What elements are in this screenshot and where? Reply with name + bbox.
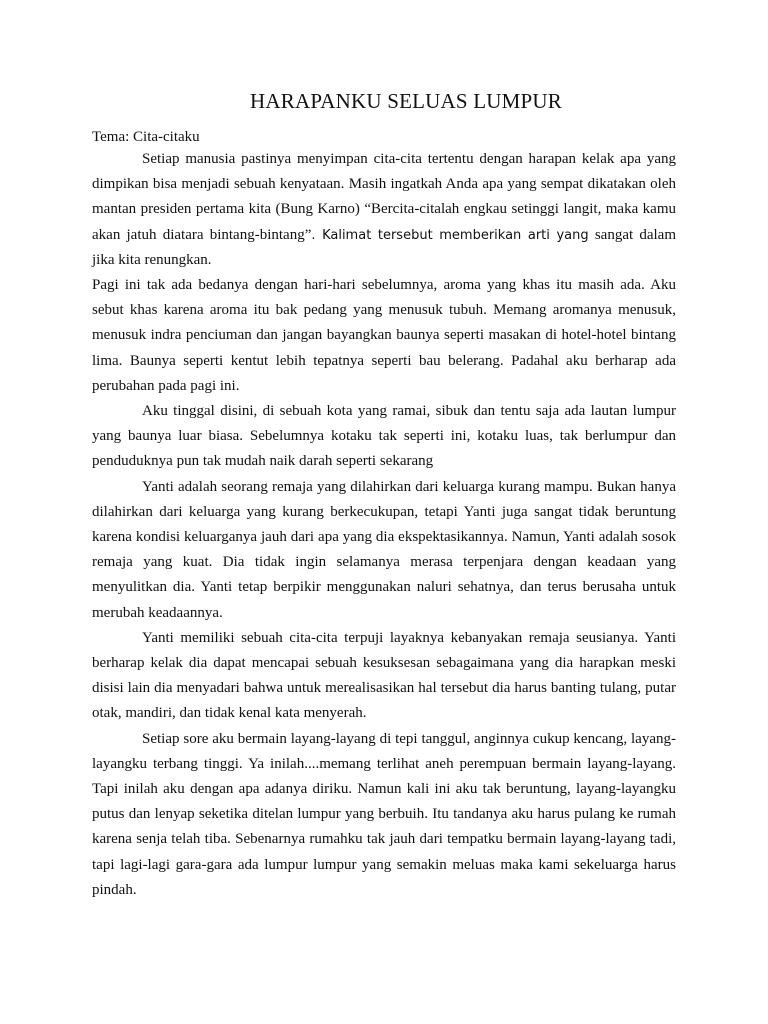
document-title: HARAPANKU SELUAS LUMPUR [250,89,562,113]
document-theme: Tema: Cita-citaku [92,129,200,145]
paragraph-1-alt-font-text: . Kalimat tersebut memberikan arti yang [311,227,589,243]
paragraph-5: Yanti memiliki sebuah cita-cita terpuji layaknya kebanyakan remaja seusianya. Yanti berharap kelak dia dapat mencapai sebuah kesuksesan sebagaimana yang dia harapkan meski disisi lain dia menyadari bahwa untuk merealisasikan hal tersebut dia harus banting tulang, putar otak, mandiri, dan tidak kenal kata menyerah. [92,629,676,722]
paragraph-3: Aku tinggal disini, di sebuah kota yang ramai, sibuk dan tentu saja ada lautan lumpur yang baunya luar biasa. Sebelumnya kotaku tak seperti ini, kotaku luas, tak berlumpur dan penduduknya pun tak mudah naik darah seperti sekarang [92,403,676,470]
paragraph-2: Pagi ini tak ada bedanya dengan hari-hari sebelumnya, aroma yang khas itu masih ada. Aku sebut khas karena aroma itu bak pedang yang menusuk tubuh. Memang aromanya menusuk, menusuk indra penciuman dan jangan bayangkan baunya seperti masakan di hotel-hotel bintang lima. Baunya seperti kentut lebih tepatnya seperti bau belerang. Padahal aku berharap ada perubahan pada pagi ini. [92,277,676,394]
paragraph-6: Setiap sore aku bermain layang-layang di tepi tanggul, anginnya cukup kencang, layang-layangku terbang tinggi. Ya inilah....memang terlihat aneh perempuan bermain layang-layang. Tapi inilah aku dengan apa adanya diriku. Namun kali ini aku tak beruntung, layang-layangku putus dan lenyap seketika ditelan lumpur yang berbuih. Itu tandanya aku harus pulang ke rumah karena senja telah tiba. Sebenarnya rumahku tak jauh dari tempatku bermain layang-layang tadi, tapi lagi-lagi gara-gara ada lumpur lumpur yang semakin meluas maka kami sekeluarga harus pindah. [92,730,676,898]
paragraph-4: Yanti adalah seorang remaja yang dilahirkan dari keluarga kurang mampu. Bukan hanya dilahirkan dari keluarga yang kurang berkecukupan, tetapi Yanti juga sangat tidak beruntung karena kondisi keluarganya jauh dari apa yang dia ekspektasikannya. Namun, Yanti adalah sosok remaja yang kuat. Dia tidak ingin selamanya merasa terpenjara dengan keadaan yang menyulitkan dia. Yanti tetap berpikir menggunakan naluri sehatnya, dan terus berusaha untuk merubah keadaannya. [92,478,676,621]
paragraph-1-text: Setiap manusia pastinya menyimpan cita-cita tertentu dengan harapan kelak apa yang dimpikan bisa menjadi sebuah kenyataan. Masih ingatkah Anda apa yang sempat dikatakan oleh mantan presiden pertama kita (Bung Karno) “Bercita-citalah engkau setinggi langit, maka kamu akan jatuh diatara bintang-bintang” [92,151,676,243]
document-body [92,147,676,903]
paragraph-1-end-text: sangat dalam jika kita renungkan. [92,226,676,268]
paragraph-1 [92,147,676,273]
